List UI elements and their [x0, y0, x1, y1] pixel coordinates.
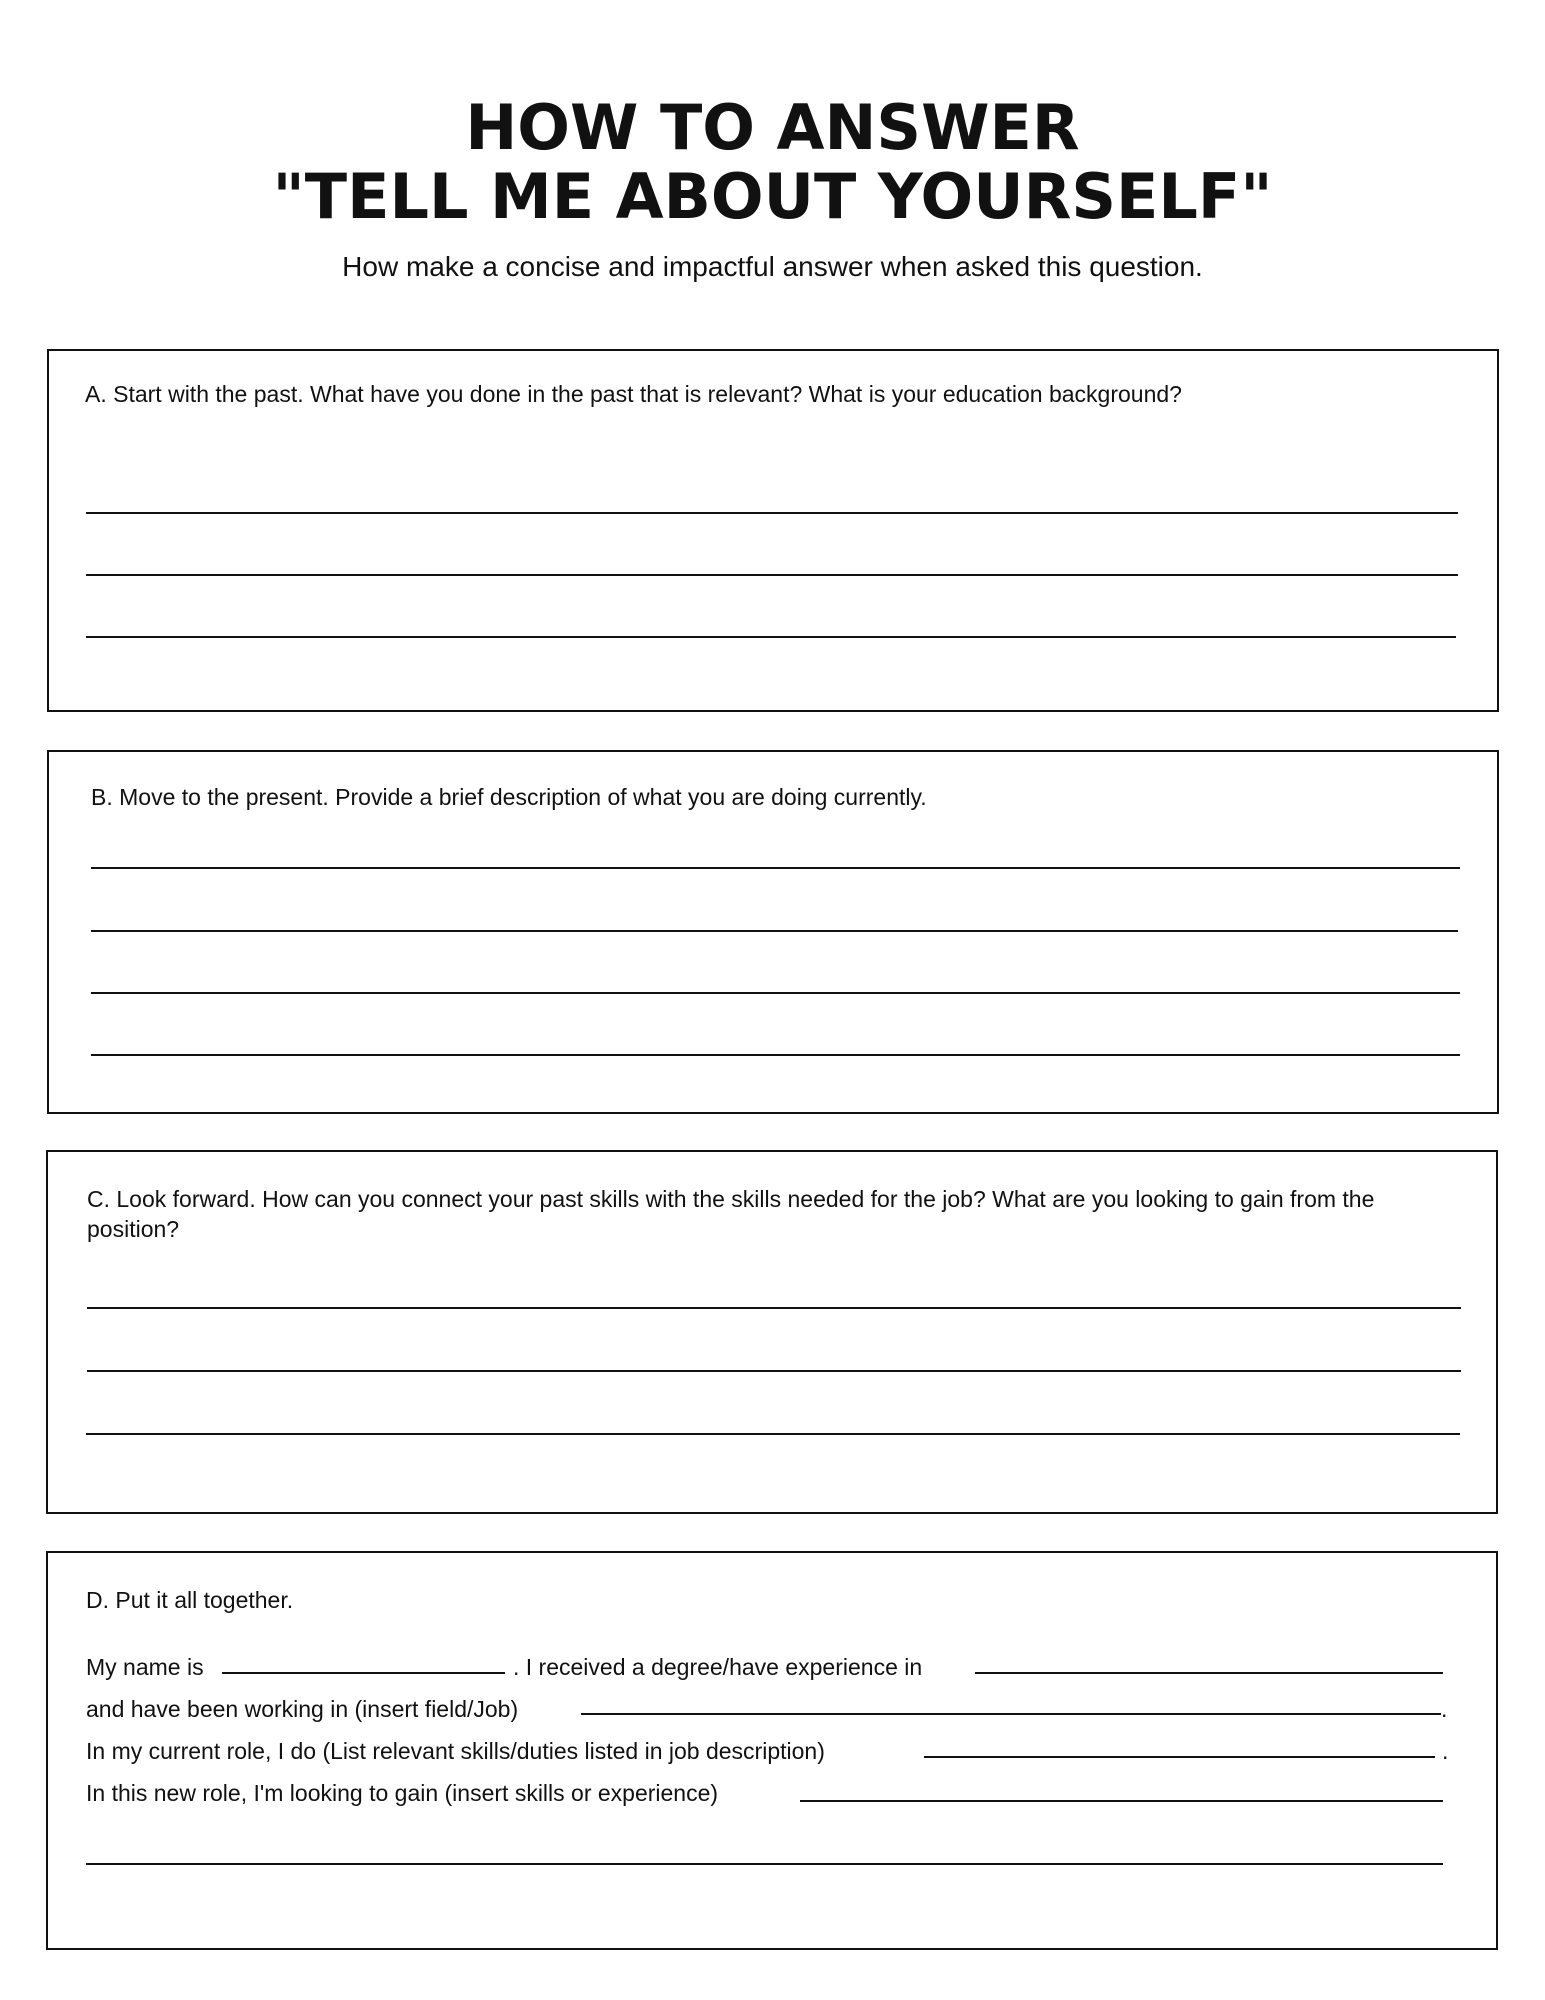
section-d-role-blank[interactable] [924, 1756, 1435, 1758]
section-d-name-blank[interactable] [222, 1672, 505, 1674]
section-b-answer-line-4[interactable] [91, 1054, 1460, 1056]
section-a-answer-line-3[interactable] [86, 636, 1456, 638]
section-c-prompt: C. Look forward. How can you connect your past skills with the skills needed for the job? What are you looking to gain from the position? [87, 1186, 1375, 1242]
section-a-prompt: A. Start with the past. What have you done in the past that is relevant? What is your education background? [85, 381, 1182, 407]
section-b-answer-line-2[interactable] [91, 930, 1458, 932]
section-a-answer-line-2[interactable] [86, 574, 1458, 576]
section-d-gain-blank[interactable] [800, 1800, 1443, 1802]
section-a-answer-line-1[interactable] [86, 512, 1458, 514]
page-title-line-1: HOW TO ANSWER [465, 91, 1080, 164]
section-d-prompt: D. Put it all together. [86, 1587, 294, 1613]
section-c-answer-line-3[interactable] [86, 1433, 1460, 1435]
section-d-field-label: and have been working in (insert field/Job) [86, 1696, 519, 1722]
section-d-field-period: . [1441, 1696, 1448, 1722]
section-d-degree-blank[interactable] [975, 1672, 1443, 1674]
section-c-answer-line-2[interactable] [87, 1370, 1461, 1372]
section-b-prompt: B. Move to the present. Provide a brief description of what you are doing currently. [91, 784, 927, 810]
section-c-answer-line-1[interactable] [87, 1307, 1461, 1309]
section-d-degree-label: . I received a degree/have experience in [513, 1654, 923, 1680]
section-d-gain-label: In this new role, I'm looking to gain (insert skills or experience) [86, 1780, 719, 1806]
section-d-name-label: My name is [86, 1654, 204, 1680]
page-subtitle: How make a concise and impactful answer when asked this question. [342, 251, 1203, 282]
section-b-answer-line-1[interactable] [91, 867, 1460, 869]
page-title-line-2: "TELL ME ABOUT YOURSELF" [272, 160, 1273, 233]
section-d-role-label: In my current role, I do (List relevant skills/duties listed in job description) [86, 1738, 825, 1764]
section-d-extra-blank[interactable] [86, 1863, 1443, 1865]
section-b-answer-line-3[interactable] [91, 992, 1460, 994]
section-d-role-period: . [1442, 1738, 1449, 1764]
section-d-field-blank[interactable] [581, 1713, 1441, 1715]
